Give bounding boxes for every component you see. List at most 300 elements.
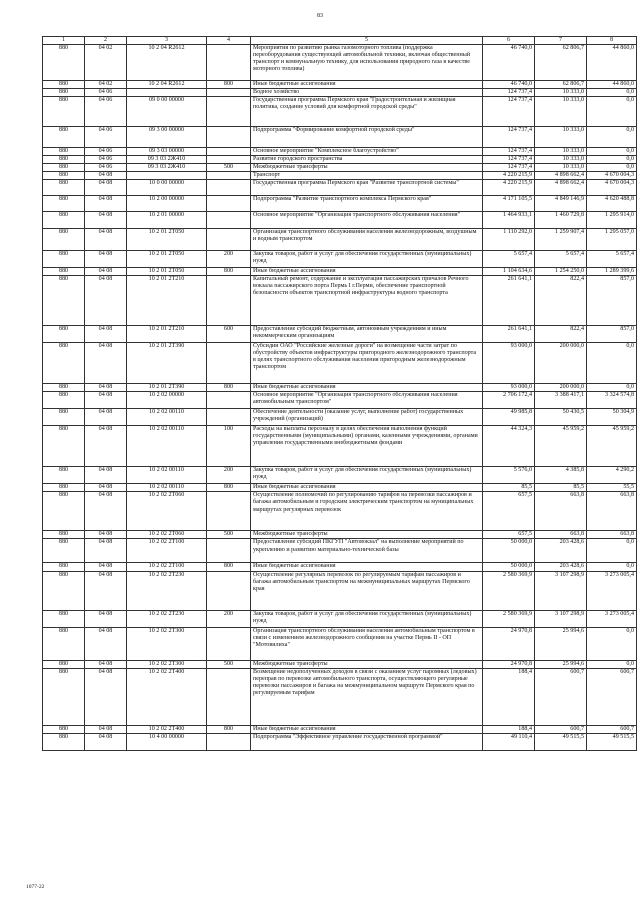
amount-col-6: 124 737,4 [483, 88, 535, 96]
description: Закупка товаров, работ и услуг для обеспечения государственных (муниципальных) нужд [251, 610, 483, 627]
section-code: 04 08 [85, 733, 127, 750]
description: Организация транспортного обслуживания населения автомобильным транспортом в связи с изменением железнодорожного сообщения на участке Пермь II - ОП "Мотовилиха" [251, 627, 483, 660]
description: Иные бюджетные ассигнования [251, 725, 483, 733]
col-header: 6 [483, 37, 535, 45]
table-row [43, 725, 637, 733]
chapter-code: 880 [43, 212, 85, 229]
expense-type-code [207, 539, 251, 563]
chapter-code: 880 [43, 563, 85, 571]
page-number: 83 [317, 13, 323, 19]
amount-col-7: 663,8 [535, 531, 587, 539]
target-article-code: 10 2 02 2Т100 [127, 539, 207, 563]
amount-col-8: 3 273 005,4 [587, 571, 637, 610]
table-row [43, 571, 637, 610]
target-article-code: 10 2 04 R2612 [127, 44, 207, 80]
amount-col-8: 5 657,4 [587, 251, 637, 268]
budget-table [42, 36, 637, 751]
table-row [43, 392, 637, 409]
section-code: 04 08 [85, 484, 127, 492]
description: Иные бюджетные ассигнования [251, 268, 483, 276]
chapter-code: 880 [43, 343, 85, 384]
col-header: 7 [535, 37, 587, 45]
section-code: 04 08 [85, 725, 127, 733]
target-article-code: 10 2 02 00110 [127, 467, 207, 484]
table-row [43, 467, 637, 484]
chapter-code: 880 [43, 531, 85, 539]
amount-col-6: 124 737,4 [483, 155, 535, 163]
amount-col-6: 1 104 634,6 [483, 268, 535, 276]
amount-col-7: 4 385,8 [535, 467, 587, 484]
expense-type-code [207, 147, 251, 155]
description: Основное мероприятие "Комплексное благоустройство" [251, 147, 483, 155]
amount-col-7: 3 107 298,9 [535, 610, 587, 627]
amount-col-8: 3 324 574,8 [587, 392, 637, 409]
target-article-code: 10 4 00 00000 [127, 733, 207, 750]
section-code: 04 08 [85, 467, 127, 484]
description: Осуществление полномочий по регулированию тарифов на перевозки пассажиров и багажа автомобильным и городским электрическим транспортом на муниципальных маршрутах регулярных перевозок [251, 492, 483, 531]
section-code: 04 06 [85, 126, 127, 147]
amount-col-7: 10 333,0 [535, 96, 587, 126]
description: Иные бюджетные ассигнования [251, 384, 483, 392]
expense-type-code: 800 [207, 268, 251, 276]
amount-col-7: 663,8 [535, 492, 587, 531]
amount-col-7: 4 849 146,9 [535, 196, 587, 212]
table-row [43, 343, 637, 384]
section-code: 04 08 [85, 660, 127, 668]
table-row [43, 668, 637, 725]
target-article-code: 10 2 02 2Т400 [127, 725, 207, 733]
chapter-code: 880 [43, 126, 85, 147]
amount-col-8: 0,0 [587, 163, 637, 171]
chapter-code: 880 [43, 610, 85, 627]
target-article-code: 10 2 01 00000 [127, 212, 207, 229]
amount-col-8: 0,0 [587, 126, 637, 147]
section-code: 04 08 [85, 563, 127, 571]
target-article-code: 10 2 01 2Т050 [127, 229, 207, 251]
amount-col-8: 50 304,9 [587, 409, 637, 426]
description: Расходы на выплаты персоналу в целях обеспечения выполнения функций государственными (муниципальными) органами, казенными учреждениями, органами управления государственными внебюджетными фондами [251, 426, 483, 467]
description: Транспорт [251, 171, 483, 179]
amount-col-6: 124 737,4 [483, 126, 535, 147]
expense-type-code [207, 571, 251, 610]
amount-col-7: 10 333,0 [535, 155, 587, 163]
amount-col-8: 49 515,5 [587, 733, 637, 750]
amount-col-6: 261 641,1 [483, 326, 535, 343]
chapter-code: 880 [43, 229, 85, 251]
table-row [43, 660, 637, 668]
amount-col-8: 1 289 399,6 [587, 268, 637, 276]
description: Государственная программа Пермского края "Градостроительная и жилищная политика, создание условий для комфортной городской среды" [251, 96, 483, 126]
amount-col-7: 49 515,5 [535, 733, 587, 750]
section-code: 04 06 [85, 96, 127, 126]
amount-col-6: 4 171 105,5 [483, 196, 535, 212]
amount-col-8: 663,8 [587, 492, 637, 531]
section-code: 04 06 [85, 155, 127, 163]
amount-col-6: 50 000,0 [483, 563, 535, 571]
expense-type-code: 200 [207, 610, 251, 627]
footer-code: 1077-22 [26, 884, 45, 890]
table-row [43, 733, 637, 750]
amount-col-7: 1 460 729,8 [535, 212, 587, 229]
amount-col-7: 25 994,6 [535, 627, 587, 660]
amount-col-7: 10 333,0 [535, 126, 587, 147]
section-code: 04 08 [85, 180, 127, 196]
expense-type-code [207, 180, 251, 196]
chapter-code: 880 [43, 80, 85, 88]
amount-col-8: 55,5 [587, 484, 637, 492]
amount-col-7: 4 898 662,4 [535, 171, 587, 179]
expense-type-code: 800 [207, 80, 251, 88]
amount-col-6: 46 740,0 [483, 80, 535, 88]
section-code: 04 08 [85, 610, 127, 627]
expense-type-code [207, 276, 251, 326]
amount-col-6: 657,5 [483, 531, 535, 539]
expense-type-code [207, 171, 251, 179]
description: Развитие городского пространства [251, 155, 483, 163]
amount-col-6: 50 000,0 [483, 539, 535, 563]
section-code: 04 08 [85, 539, 127, 563]
target-article-code: 10 2 02 2Т230 [127, 610, 207, 627]
amount-col-6: 261 641,1 [483, 276, 535, 326]
target-article-code: 10 2 00 00000 [127, 196, 207, 212]
table-row [43, 251, 637, 268]
target-article-code: 09 3 03 2Ж410 [127, 155, 207, 163]
col-header: 5 [251, 37, 483, 45]
amount-col-7: 822,4 [535, 276, 587, 326]
chapter-code: 880 [43, 251, 85, 268]
amount-col-6: 188,4 [483, 725, 535, 733]
col-header: 1 [43, 37, 85, 45]
table-row [43, 96, 637, 126]
amount-col-7: 600,7 [535, 668, 587, 725]
amount-col-7: 822,4 [535, 326, 587, 343]
amount-col-8: 3 273 005,4 [587, 610, 637, 627]
section-code: 04 06 [85, 163, 127, 171]
amount-col-8: 857,0 [587, 326, 637, 343]
header-row [43, 37, 637, 45]
table-row [43, 88, 637, 96]
expense-type-code [207, 155, 251, 163]
target-article-code: 09 3 00 00000 [127, 126, 207, 147]
section-code: 04 08 [85, 196, 127, 212]
description: Подпрограмма "Эффективное управление государственной программой" [251, 733, 483, 750]
description: Возмещение недополученных доходов в связи с оказанием услуг паромных (ледовых) переправ по перевозке автомобильного транспорта, осуществляющего регулярные перевозки пассажиров и багажа на межмуниципальном маршруте Пермского края по регулируемым тарифам [251, 668, 483, 725]
table-row [43, 492, 637, 531]
amount-col-7: 203 428,6 [535, 539, 587, 563]
section-code: 04 08 [85, 276, 127, 326]
expense-type-code [207, 196, 251, 212]
table-row [43, 80, 637, 88]
description: Субсидии ОАО "Российские железные дороги" на возмещение части затрат по обустройству объектов инфраструктуры пригородного железнодорожного транспорта в целях транспортного обслуживания населения пригородным железнодорожным транспортом [251, 343, 483, 384]
section-code: 04 08 [85, 251, 127, 268]
amount-col-6: 49 985,8 [483, 409, 535, 426]
target-article-code: 09 0 00 00000 [127, 96, 207, 126]
amount-col-8: 0,0 [587, 563, 637, 571]
target-article-code: 10 2 02 2Т230 [127, 571, 207, 610]
col-header: 3 [127, 37, 207, 45]
amount-col-8: 663,8 [587, 531, 637, 539]
amount-col-6: 24 970,8 [483, 660, 535, 668]
expense-type-code: 500 [207, 531, 251, 539]
amount-col-6: 1 110 292,0 [483, 229, 535, 251]
table-row [43, 531, 637, 539]
amount-col-8: 0,0 [587, 88, 637, 96]
amount-col-7: 1 259 907,4 [535, 229, 587, 251]
amount-col-7: 62 806,7 [535, 80, 587, 88]
amount-col-8: 0,0 [587, 147, 637, 155]
description: Подпрограмма "Формирование комфортной городской среды" [251, 126, 483, 147]
amount-col-8: 0,0 [587, 627, 637, 660]
section-code: 04 08 [85, 492, 127, 531]
amount-col-8: 0,0 [587, 660, 637, 668]
description: Иные бюджетные ассигнования [251, 80, 483, 88]
section-code: 04 08 [85, 229, 127, 251]
description: Межбюджетные трансферты [251, 660, 483, 668]
amount-col-6: 2 580 369,9 [483, 571, 535, 610]
table-row [43, 229, 637, 251]
amount-col-7: 45 959,2 [535, 426, 587, 467]
table-row [43, 212, 637, 229]
amount-col-8: 600,7 [587, 668, 637, 725]
table-row [43, 196, 637, 212]
target-article-code: 10 2 02 2Т400 [127, 668, 207, 725]
amount-col-6: 2 706 172,4 [483, 392, 535, 409]
section-code: 04 02 [85, 44, 127, 80]
description: Подпрограмма "Развитие транспортного комплекса Пермского края" [251, 196, 483, 212]
target-article-code: 10 2 04 R2612 [127, 80, 207, 88]
table-row [43, 627, 637, 660]
amount-col-6: 188,4 [483, 668, 535, 725]
chapter-code: 880 [43, 492, 85, 531]
description: Основное мероприятие "Организация транспортного обслуживания населения" [251, 212, 483, 229]
description: Капитальный ремонт, содержание и эксплуатация пассажирских причалов Речного вокзала пассажирского порта Пермь I г.Перми, обеспечение транспортной безопасности объектов транспортной инфраструктуры водного транспорта [251, 276, 483, 326]
target-article-code: 10 2 01 2Т050 [127, 251, 207, 268]
chapter-code: 880 [43, 539, 85, 563]
description: Межбюджетные трансферты [251, 531, 483, 539]
section-code: 04 08 [85, 668, 127, 725]
amount-col-8: 0,0 [587, 155, 637, 163]
chapter-code: 880 [43, 276, 85, 326]
target-article-code: 10 2 02 2Т300 [127, 627, 207, 660]
expense-type-code [207, 668, 251, 725]
amount-col-6: 46 740,0 [483, 44, 535, 80]
amount-col-6: 124 737,4 [483, 163, 535, 171]
amount-col-7: 203 428,6 [535, 563, 587, 571]
expense-type-code [207, 212, 251, 229]
table-row [43, 384, 637, 392]
table-row [43, 155, 637, 163]
amount-col-6: 657,5 [483, 492, 535, 531]
target-article-code: 10 2 01 2Т050 [127, 268, 207, 276]
target-article-code: 10 2 01 2Т210 [127, 276, 207, 326]
amount-col-7: 4 898 662,4 [535, 180, 587, 196]
amount-col-8: 600,7 [587, 725, 637, 733]
target-article-code: 10 2 02 00110 [127, 484, 207, 492]
chapter-code: 880 [43, 627, 85, 660]
amount-col-7: 3 388 417,1 [535, 392, 587, 409]
table-row [43, 409, 637, 426]
table-row [43, 563, 637, 571]
amount-col-8: 44 860,0 [587, 80, 637, 88]
chapter-code: 880 [43, 44, 85, 80]
chapter-code: 880 [43, 180, 85, 196]
amount-col-6: 4 220 215,9 [483, 180, 535, 196]
amount-col-8: 4 290,2 [587, 467, 637, 484]
description: Государственная программа Пермского края "Развитие транспортной системы" [251, 180, 483, 196]
chapter-code: 880 [43, 326, 85, 343]
expense-type-code: 800 [207, 384, 251, 392]
description: Иные бюджетные ассигнования [251, 484, 483, 492]
amount-col-6: 5 576,0 [483, 467, 535, 484]
amount-col-6: 49 110,4 [483, 733, 535, 750]
chapter-code: 880 [43, 96, 85, 126]
chapter-code: 880 [43, 384, 85, 392]
amount-col-6: 2 580 369,9 [483, 610, 535, 627]
expense-type-code [207, 627, 251, 660]
amount-col-6: 24 970,8 [483, 627, 535, 660]
expense-type-code: 800 [207, 725, 251, 733]
amount-col-8: 45 959,2 [587, 426, 637, 467]
target-article-code: 10 2 02 2Т060 [127, 492, 207, 531]
amount-col-7: 1 254 250,0 [535, 268, 587, 276]
expense-type-code: 500 [207, 163, 251, 171]
chapter-code: 880 [43, 668, 85, 725]
section-code: 04 08 [85, 392, 127, 409]
description: Межбюджетные трансферты [251, 163, 483, 171]
description: Водное хозяйство [251, 88, 483, 96]
description: Закупка товаров, работ и услуг для обеспечения государственных (муниципальных) нужд [251, 467, 483, 484]
amount-col-7: 62 806,7 [535, 44, 587, 80]
amount-col-8: 4 670 004,3 [587, 180, 637, 196]
expense-type-code [207, 733, 251, 750]
expense-type-code: 200 [207, 467, 251, 484]
amount-col-7: 200 000,0 [535, 343, 587, 384]
chapter-code: 880 [43, 163, 85, 171]
section-code: 04 08 [85, 627, 127, 660]
expense-type-code [207, 96, 251, 126]
amount-col-8: 4 620 488,8 [587, 196, 637, 212]
expense-type-code: 500 [207, 660, 251, 668]
table-row [43, 126, 637, 147]
target-article-code: 10 2 01 2Т210 [127, 326, 207, 343]
expense-type-code [207, 229, 251, 251]
target-article-code: 10 2 02 2Т060 [127, 531, 207, 539]
target-article-code: 10 0 00 00000 [127, 180, 207, 196]
target-article-code: 10 2 02 2Т300 [127, 660, 207, 668]
chapter-code: 880 [43, 268, 85, 276]
amount-col-7: 200 000,0 [535, 384, 587, 392]
section-code: 04 08 [85, 426, 127, 467]
amount-col-7: 85,5 [535, 484, 587, 492]
target-article-code: 09 3 03 00000 [127, 147, 207, 155]
table-row [43, 147, 637, 155]
amount-col-7: 10 333,0 [535, 163, 587, 171]
target-article-code: 09 3 03 2Ж410 [127, 163, 207, 171]
table-row [43, 539, 637, 563]
amount-col-6: 4 220 215,9 [483, 171, 535, 179]
amount-col-8: 4 670 004,3 [587, 171, 637, 179]
description: Предоставление субсидий ПКГУП "Автовокзал" на выполнение мероприятий по укреплению и развитию материально-технической базы [251, 539, 483, 563]
chapter-code: 880 [43, 426, 85, 467]
table-row [43, 610, 637, 627]
chapter-code: 880 [43, 171, 85, 179]
section-code: 04 08 [85, 531, 127, 539]
table-row [43, 171, 637, 179]
description: Предоставление субсидий бюджетным, автономным учреждениям и иным некоммерческим организациям [251, 326, 483, 343]
table-row [43, 484, 637, 492]
description: Основное мероприятие "Организация транспортного обслуживания населения автомобильным транспортом" [251, 392, 483, 409]
chapter-code: 880 [43, 88, 85, 96]
section-code: 04 08 [85, 268, 127, 276]
expense-type-code [207, 343, 251, 384]
col-header: 8 [587, 37, 637, 45]
chapter-code: 880 [43, 571, 85, 610]
target-article-code: 10 2 02 00110 [127, 426, 207, 467]
section-code: 04 08 [85, 571, 127, 610]
amount-col-6: 1 464 933,1 [483, 212, 535, 229]
target-article-code: 10 2 01 2Т390 [127, 384, 207, 392]
amount-col-8: 44 860,0 [587, 44, 637, 80]
section-code: 04 08 [85, 326, 127, 343]
chapter-code: 880 [43, 660, 85, 668]
amount-col-6: 93 000,0 [483, 384, 535, 392]
expense-type-code: 800 [207, 563, 251, 571]
amount-col-8: 1 295 914,0 [587, 212, 637, 229]
description: Закупка товаров, работ и услуг для обеспечения государственных (муниципальных) нужд [251, 251, 483, 268]
description: Мероприятия по развитию рынка газомоторного топлива (поддержка переоборудования существующей автомобильной техники, включая общественный транспорт и коммунальную технику, для использования природного газа в качестве моторного топлива) [251, 44, 483, 80]
amount-col-6: 124 737,4 [483, 96, 535, 126]
amount-col-6: 93 000,0 [483, 343, 535, 384]
expense-type-code [207, 492, 251, 531]
expense-type-code [207, 409, 251, 426]
description: Организация транспортного обслуживания населения железнодорожным, воздушным и водным транспортом [251, 229, 483, 251]
expense-type-code [207, 392, 251, 409]
chapter-code: 880 [43, 725, 85, 733]
target-article-code [127, 171, 207, 179]
amount-col-8: 0,0 [587, 96, 637, 126]
expense-type-code: 100 [207, 426, 251, 467]
target-article-code: 10 2 01 2Т390 [127, 343, 207, 384]
expense-type-code: 200 [207, 251, 251, 268]
section-code: 04 02 [85, 80, 127, 88]
expense-type-code: 800 [207, 484, 251, 492]
expense-type-code [207, 44, 251, 80]
amount-col-6: 5 657,4 [483, 251, 535, 268]
chapter-code: 880 [43, 733, 85, 750]
amount-col-7: 50 430,5 [535, 409, 587, 426]
expense-type-code [207, 88, 251, 96]
chapter-code: 880 [43, 409, 85, 426]
section-code: 04 06 [85, 147, 127, 155]
amount-col-7: 25 994,6 [535, 660, 587, 668]
chapter-code: 880 [43, 196, 85, 212]
table-row [43, 276, 637, 326]
amount-col-8: 1 295 057,0 [587, 229, 637, 251]
description: Осуществление регулярных перевозок по регулируемым тарифам пассажиров и багажа автомобильным транспортом на межмуниципальных маршрутах Пермского края [251, 571, 483, 610]
chapter-code: 880 [43, 467, 85, 484]
expense-type-code: 600 [207, 326, 251, 343]
table-row [43, 268, 637, 276]
amount-col-7: 600,7 [535, 725, 587, 733]
description: Иные бюджетные ассигнования [251, 563, 483, 571]
target-article-code [127, 88, 207, 96]
amount-col-6: 44 324,3 [483, 426, 535, 467]
amount-col-8: 0,0 [587, 384, 637, 392]
amount-col-6: 124 737,4 [483, 147, 535, 155]
chapter-code: 880 [43, 484, 85, 492]
section-code: 04 08 [85, 171, 127, 179]
section-code: 04 08 [85, 212, 127, 229]
